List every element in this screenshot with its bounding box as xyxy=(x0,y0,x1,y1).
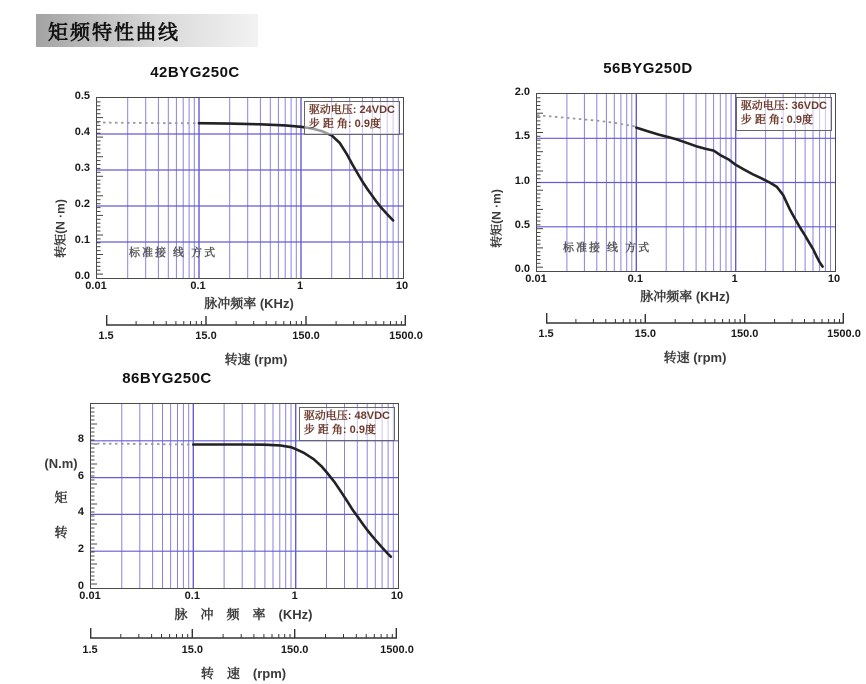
rpm-ruler xyxy=(90,625,397,639)
rpm-tick-label: 15.0 xyxy=(634,328,657,340)
rpm-axis-label: 转 速 (rpm) xyxy=(200,666,287,681)
y-tick-label: 0.5 xyxy=(74,90,90,102)
annotation-line: 步 距 角: 0.9度 xyxy=(740,114,813,127)
rpm-tick-label: 150.0 xyxy=(292,330,320,342)
dotted-curve xyxy=(537,115,636,127)
annotation-line: 驱动电压: 36VDC xyxy=(740,100,827,112)
torque-curve xyxy=(193,445,390,557)
rpm-ruler-svg xyxy=(106,312,406,326)
rpm-ruler-svg xyxy=(90,625,397,639)
rpm-tick-label: 150.0 xyxy=(280,644,309,656)
rpm-axis-label: 转速 (rpm) xyxy=(663,350,727,365)
rpm-tick-label: 1.5 xyxy=(538,328,554,340)
x-axis-label: 脉冲频率 (KHz) xyxy=(204,296,294,311)
rpm-tick-label: 1.5 xyxy=(82,644,98,656)
torque-frequency-chart-56byg250d xyxy=(476,58,866,363)
drive-voltage-annotation-box xyxy=(304,101,400,135)
x-tick-label: 0.01 xyxy=(525,273,547,285)
x-tick-label: 10 xyxy=(827,273,841,285)
y-tick-label: 2.0 xyxy=(514,86,530,98)
x-tick-label: 1 xyxy=(296,280,304,292)
rpm-tick-label: 15.0 xyxy=(181,644,204,656)
y-tick-label: 1.0 xyxy=(514,174,530,187)
section-title-bar xyxy=(36,14,258,47)
torque-curve xyxy=(636,128,822,267)
y-tick-label: 0.5 xyxy=(514,218,530,231)
y-tick-label: 0.3 xyxy=(74,162,90,174)
y-tick-label: 0.2 xyxy=(74,198,90,210)
x-tick-label: 10 xyxy=(390,590,404,602)
rpm-tick-label: 15.0 xyxy=(195,330,217,342)
chart-title: 56BYG250D xyxy=(603,60,693,77)
annotation-line: 步 距 角: 0.9度 xyxy=(308,118,381,131)
y-tick-label: 0.4 xyxy=(74,126,90,138)
y-axis-label-part: 转 xyxy=(54,525,68,540)
wiring-note: 标准接 线 方式 xyxy=(563,242,652,254)
y-tick-label: 8 xyxy=(77,432,84,445)
x-axis-label: 脉冲频率 (KHz) xyxy=(640,289,730,304)
y-tick-label: 1.5 xyxy=(514,130,530,143)
rpm-tick-label: 1.5 xyxy=(98,330,114,342)
annotation-line: 驱动电压: 48VDC xyxy=(303,410,390,422)
x-axis-label: 脉 冲 频 率 (KHz) xyxy=(174,607,313,622)
section-title: 矩频特性曲线 xyxy=(48,22,180,44)
y-tick-label: 0 xyxy=(77,580,84,592)
y-tick-label: 6 xyxy=(77,469,84,482)
chart-title: 86BYG250C xyxy=(122,370,212,387)
y-tick-label: 4 xyxy=(77,506,84,519)
y-tick-label: 0.0 xyxy=(74,270,90,282)
plot-area xyxy=(90,403,399,589)
drive-voltage-annotation-box xyxy=(299,407,395,441)
torque-frequency-chart-42byg250c xyxy=(36,62,456,367)
x-tick-label: 0.01 xyxy=(85,280,107,292)
x-tick-label: 0.1 xyxy=(627,273,643,285)
wiring-note: 标准接 线 方式 xyxy=(129,247,218,259)
y-axis-label-part: (N.m) xyxy=(44,456,78,471)
rpm-ruler xyxy=(106,312,406,326)
x-tick-label: 0.1 xyxy=(190,280,206,292)
x-tick-label: 0.1 xyxy=(184,590,200,602)
x-tick-label: 1 xyxy=(291,590,298,602)
rpm-tick-label: 1500.0 xyxy=(389,330,423,342)
rpm-ruler-svg xyxy=(546,310,844,324)
plot-area xyxy=(536,93,836,272)
rpm-tick-label: 1500.0 xyxy=(380,644,414,656)
torque-frequency-chart-86byg250c xyxy=(30,370,450,684)
y-axis-label: 转矩(N ·m) xyxy=(53,199,68,258)
y-axis-label xyxy=(38,456,84,541)
drive-voltage-annotation-box xyxy=(736,97,832,131)
rpm-tick-label: 1500.0 xyxy=(827,328,861,340)
y-tick-label: 2 xyxy=(77,543,84,556)
y-tick-label: 0.0 xyxy=(514,263,530,275)
plot-area xyxy=(96,97,404,279)
x-tick-label: 1 xyxy=(731,273,738,285)
rpm-axis-label: 转速 (rpm) xyxy=(224,352,288,367)
rpm-tick-label: 150.0 xyxy=(730,328,759,340)
chart-title: 42BYG250C xyxy=(150,64,240,81)
x-tick-label: 0.01 xyxy=(79,590,101,602)
annotation-line: 驱动电压: 24VDC xyxy=(308,104,395,116)
annotation-line: 步 距 角: 0.9度 xyxy=(303,424,376,437)
y-tick-label: 0.1 xyxy=(74,234,90,246)
x-tick-label: 10 xyxy=(395,280,409,292)
rpm-ruler xyxy=(546,310,844,324)
y-axis-label: 转矩(N ·m) xyxy=(489,189,504,248)
y-axis-label-part: 矩 xyxy=(54,490,68,505)
